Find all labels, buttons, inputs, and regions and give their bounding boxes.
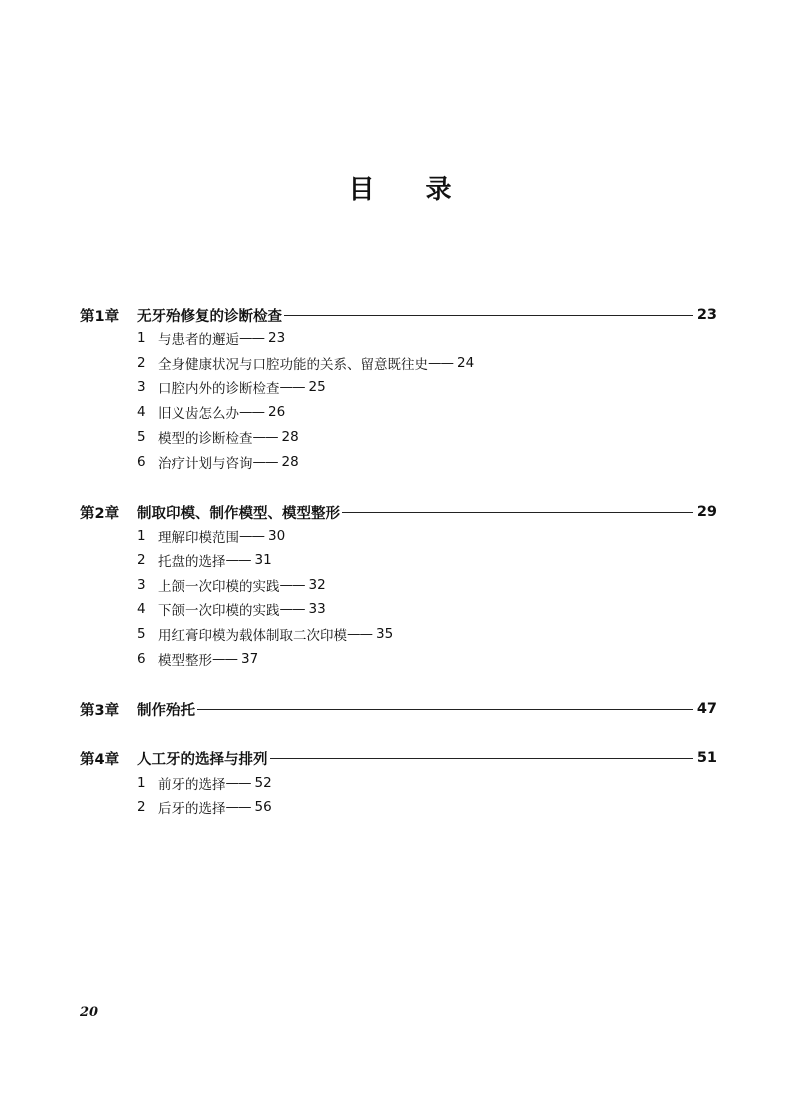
chapter-label: 第2章: [80, 505, 120, 522]
item-separator: ——: [239, 528, 264, 544]
item-number: 2: [137, 355, 146, 371]
item-number: 3: [137, 577, 146, 593]
toc-item: [137, 328, 285, 348]
chapter-2-entry: [80, 502, 717, 522]
leader-line: [270, 758, 693, 759]
item-separator: ——: [252, 454, 278, 470]
toc-item: [137, 797, 272, 817]
toc-item: [137, 526, 285, 546]
item-separator: ——: [239, 330, 264, 346]
item-number: 5: [137, 626, 146, 642]
toc-item: [137, 402, 285, 422]
toc-item: [137, 550, 272, 570]
chapter-page-number: 29: [696, 504, 717, 520]
item-separator: ——: [225, 552, 251, 568]
item-page-number: 32: [308, 577, 326, 593]
chapter-page-number: 51: [696, 750, 717, 766]
chapter-4-entry: [80, 748, 717, 768]
item-page-number: 52: [254, 775, 272, 791]
item-separator: ——: [279, 577, 305, 593]
item-separator: ——: [279, 601, 305, 617]
item-number: 6: [137, 651, 146, 667]
item-title: 下颌一次印模的实践: [158, 603, 280, 619]
leader-line: [342, 512, 693, 513]
toc-item: [137, 599, 326, 619]
item-page-number: 56: [254, 799, 272, 815]
item-title: 口腔内外的诊断检查: [158, 381, 280, 397]
item-separator: ——: [347, 626, 372, 642]
chapter-1-entry: [80, 305, 717, 325]
toc-item: [137, 649, 258, 669]
item-title: 后牙的选择: [158, 801, 226, 817]
item-page-number: 24: [457, 355, 475, 371]
item-title: 治疗计划与咨询: [158, 456, 253, 472]
toc-item: [137, 452, 299, 472]
item-title: 托盘的选择: [158, 554, 226, 570]
chapter-label: 第1章: [80, 308, 120, 325]
leader-line: [197, 709, 693, 710]
page-title: 目 录: [348, 175, 466, 205]
item-page-number: 28: [281, 429, 299, 445]
item-number: 2: [137, 552, 146, 568]
item-separator: ——: [225, 799, 251, 815]
chapter-label: 第3章: [80, 702, 120, 719]
chapter-page-number: 47: [696, 701, 717, 717]
item-title: 与患者的邂逅: [158, 332, 239, 348]
item-page-number: 26: [268, 404, 286, 420]
item-number: 1: [137, 528, 146, 544]
chapter-title: 无牙殆修复的诊断检查: [137, 308, 282, 325]
footer-page-number: 20: [80, 1005, 99, 1020]
item-title: 上颌一次印模的实践: [158, 579, 280, 595]
item-title: 理解印模范围: [158, 530, 239, 546]
item-separator: ——: [252, 429, 278, 445]
item-separator: ——: [225, 775, 251, 791]
item-page-number: 30: [268, 528, 286, 544]
item-title: 全身健康状况与口腔功能的关系、留意既往史: [158, 357, 428, 373]
item-page-number: 37: [241, 651, 259, 667]
item-title: 旧义齿怎么办: [158, 406, 239, 422]
item-separator: ——: [279, 379, 305, 395]
item-separator: ——: [212, 651, 237, 667]
chapter-title: 制取印模、制作模型、模型整形: [137, 505, 340, 522]
toc-item: [137, 427, 299, 447]
chapter-3-entry: [80, 699, 717, 719]
item-number: 5: [137, 429, 146, 445]
item-number: 4: [137, 601, 146, 617]
item-page-number: 33: [308, 601, 326, 617]
item-title: 模型的诊断检查: [158, 431, 253, 447]
item-page-number: 25: [308, 379, 326, 395]
toc-item: [137, 773, 272, 793]
item-number: 6: [137, 454, 146, 470]
chapter-title: 制作殆托: [137, 702, 195, 719]
toc-item: [137, 377, 326, 397]
toc-item: [137, 353, 474, 373]
item-number: 2: [137, 799, 146, 815]
item-number: 3: [137, 379, 146, 395]
toc-item: [137, 575, 326, 595]
item-page-number: 35: [376, 626, 394, 642]
item-page-number: 28: [281, 454, 299, 470]
item-number: 1: [137, 330, 146, 346]
item-number: 4: [137, 404, 146, 420]
item-number: 1: [137, 775, 146, 791]
item-page-number: 31: [254, 552, 272, 568]
item-title: 前牙的选择: [158, 777, 226, 793]
item-separator: ——: [428, 355, 453, 371]
item-separator: ——: [239, 404, 264, 420]
chapter-title: 人工牙的选择与排列: [137, 751, 268, 768]
item-page-number: 23: [268, 330, 286, 346]
toc-item: [137, 624, 393, 644]
chapter-label: 第4章: [80, 751, 120, 768]
item-title: 模型整形: [158, 653, 212, 669]
chapter-page-number: 23: [696, 307, 717, 323]
item-title: 用红膏印模为载体制取二次印模: [158, 628, 347, 644]
leader-line: [284, 315, 693, 316]
